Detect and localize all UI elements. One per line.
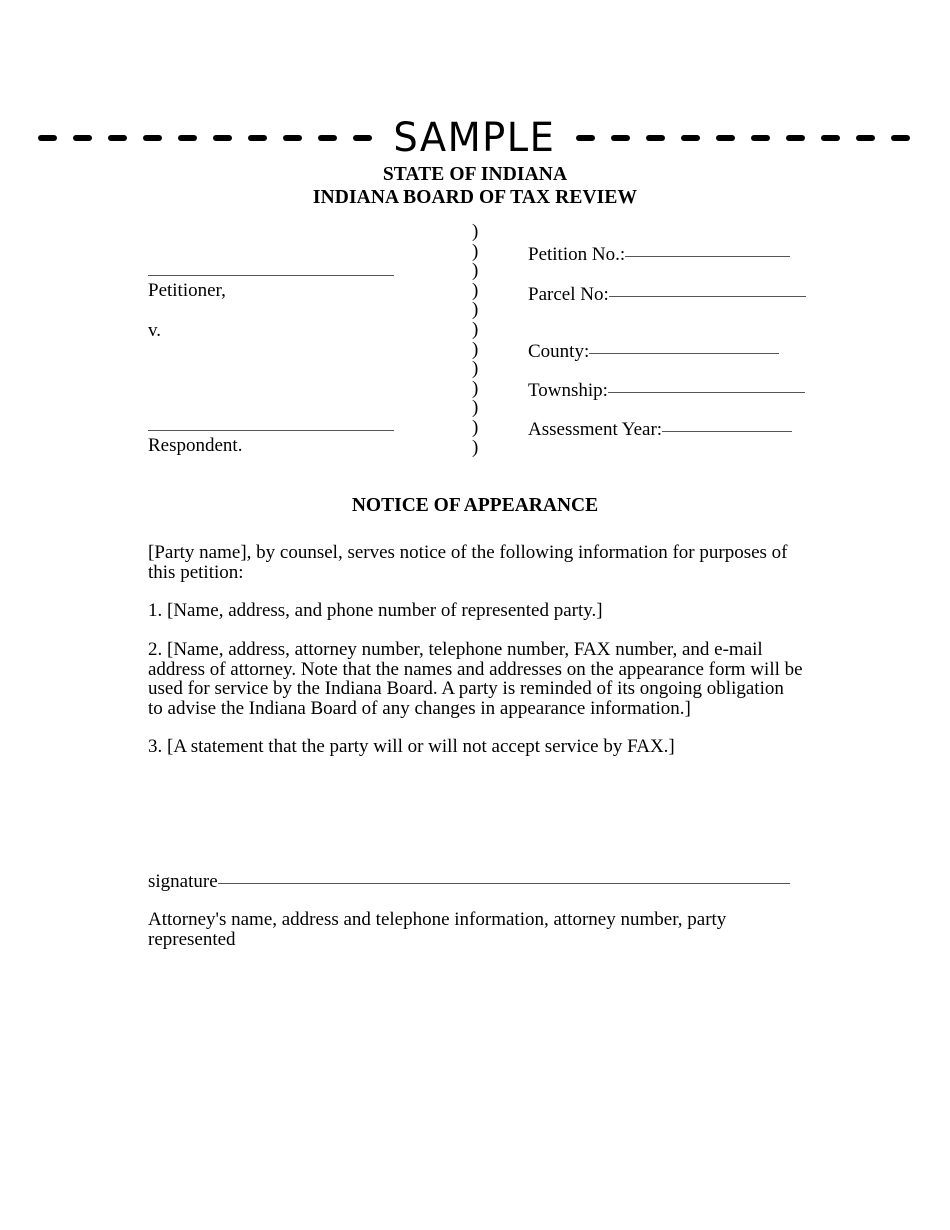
dash-segment <box>646 135 665 141</box>
dash-segment <box>213 135 232 141</box>
dash-segment <box>38 135 57 141</box>
caption-field-rule[interactable] <box>625 256 790 257</box>
dash-segment <box>353 135 372 141</box>
caption-field-row <box>528 380 805 402</box>
caption-parenthesis: ) <box>472 416 479 438</box>
dash-segment <box>283 135 302 141</box>
dashed-rule-right <box>576 135 910 141</box>
dash-segment <box>891 135 910 141</box>
signature-caption: Attorney's name, address and telephone information, attorney number, party represented <box>148 909 727 950</box>
versus-label: v. <box>148 320 162 341</box>
dashed-rule-left <box>38 135 372 141</box>
caption-field-rule[interactable] <box>608 392 805 393</box>
caption-parenthesis: ) <box>472 318 479 340</box>
dash-segment <box>856 135 875 141</box>
respondent-label: Respondent. <box>148 435 243 456</box>
sample-watermark-text: SAMPLE <box>393 115 555 161</box>
sample-watermark-banner <box>148 112 800 164</box>
caption-parenthesis: ) <box>472 338 479 360</box>
dash-segment <box>786 135 805 141</box>
caption-field-rule[interactable] <box>662 431 792 432</box>
caption-field-label: Assessment Year: <box>528 419 663 440</box>
caption-parenthesis: ) <box>472 240 479 262</box>
caption-parenthesis: ) <box>472 279 479 301</box>
caption-field-row <box>528 419 792 441</box>
section-title-notice-of-appearance: NOTICE OF APPEARANCE <box>351 495 599 516</box>
dash-segment <box>716 135 735 141</box>
dash-segment <box>73 135 92 141</box>
dash-segment <box>248 135 267 141</box>
caption-parenthesis-column <box>472 222 492 457</box>
caption-parenthesis: ) <box>472 397 479 419</box>
dash-segment <box>681 135 700 141</box>
caption-field-label: County: <box>528 341 590 362</box>
caption-field-label: Parcel No: <box>528 284 609 305</box>
caption-field-rule[interactable] <box>589 353 779 354</box>
caption-field-row <box>528 244 790 266</box>
caption-parenthesis: ) <box>472 260 479 282</box>
heading-indiana-board-of-tax-review: INDIANA BOARD OF TAX REVIEW <box>312 187 638 208</box>
body-paragraph-item-2: 2. [Name, address, attorney number, telephone number, FAX number, and e-mail address of attorney. Note that the names and addresses on the appearance form will be used for service by the Indiana Board. A party is reminded of its ongoing obligation to advise the Indiana Board of any changes in appearance information.] <box>148 639 803 719</box>
signature-label: signature <box>148 871 218 892</box>
dash-segment <box>821 135 840 141</box>
respondent-name-rule[interactable] <box>148 430 394 431</box>
dash-segment <box>576 135 595 141</box>
dash-segment <box>611 135 630 141</box>
caption-field-row <box>528 341 779 363</box>
petitioner-name-rule[interactable] <box>148 275 394 276</box>
dash-segment <box>143 135 162 141</box>
caption-field-rule[interactable] <box>609 296 806 297</box>
heading-state-of-indiana: STATE OF INDIANA <box>382 164 568 185</box>
case-caption-block <box>0 222 950 472</box>
dash-segment <box>108 135 127 141</box>
caption-parenthesis: ) <box>472 436 479 458</box>
dash-segment <box>751 135 770 141</box>
caption-parenthesis: ) <box>472 377 479 399</box>
caption-field-label: Petition No.: <box>528 244 626 265</box>
signature-rule[interactable] <box>218 883 790 884</box>
dash-segment <box>178 135 197 141</box>
caption-parenthesis: ) <box>472 299 479 321</box>
signature-row <box>148 871 808 893</box>
body-paragraph-item-1: 1. [Name, address, and phone number of represented party.] <box>148 600 603 621</box>
body-paragraph-item-3: 3. [A statement that the party will or will not accept service by FAX.] <box>148 736 675 757</box>
caption-parenthesis: ) <box>472 358 479 380</box>
caption-field-label: Township: <box>528 380 608 401</box>
caption-field-row <box>528 284 806 306</box>
body-paragraph-intro: [Party name], by counsel, serves notice of the following information for purposes of this petition: <box>148 542 788 583</box>
dash-segment <box>318 135 337 141</box>
petitioner-label: Petitioner, <box>148 280 226 301</box>
caption-parenthesis: ) <box>472 221 479 242</box>
